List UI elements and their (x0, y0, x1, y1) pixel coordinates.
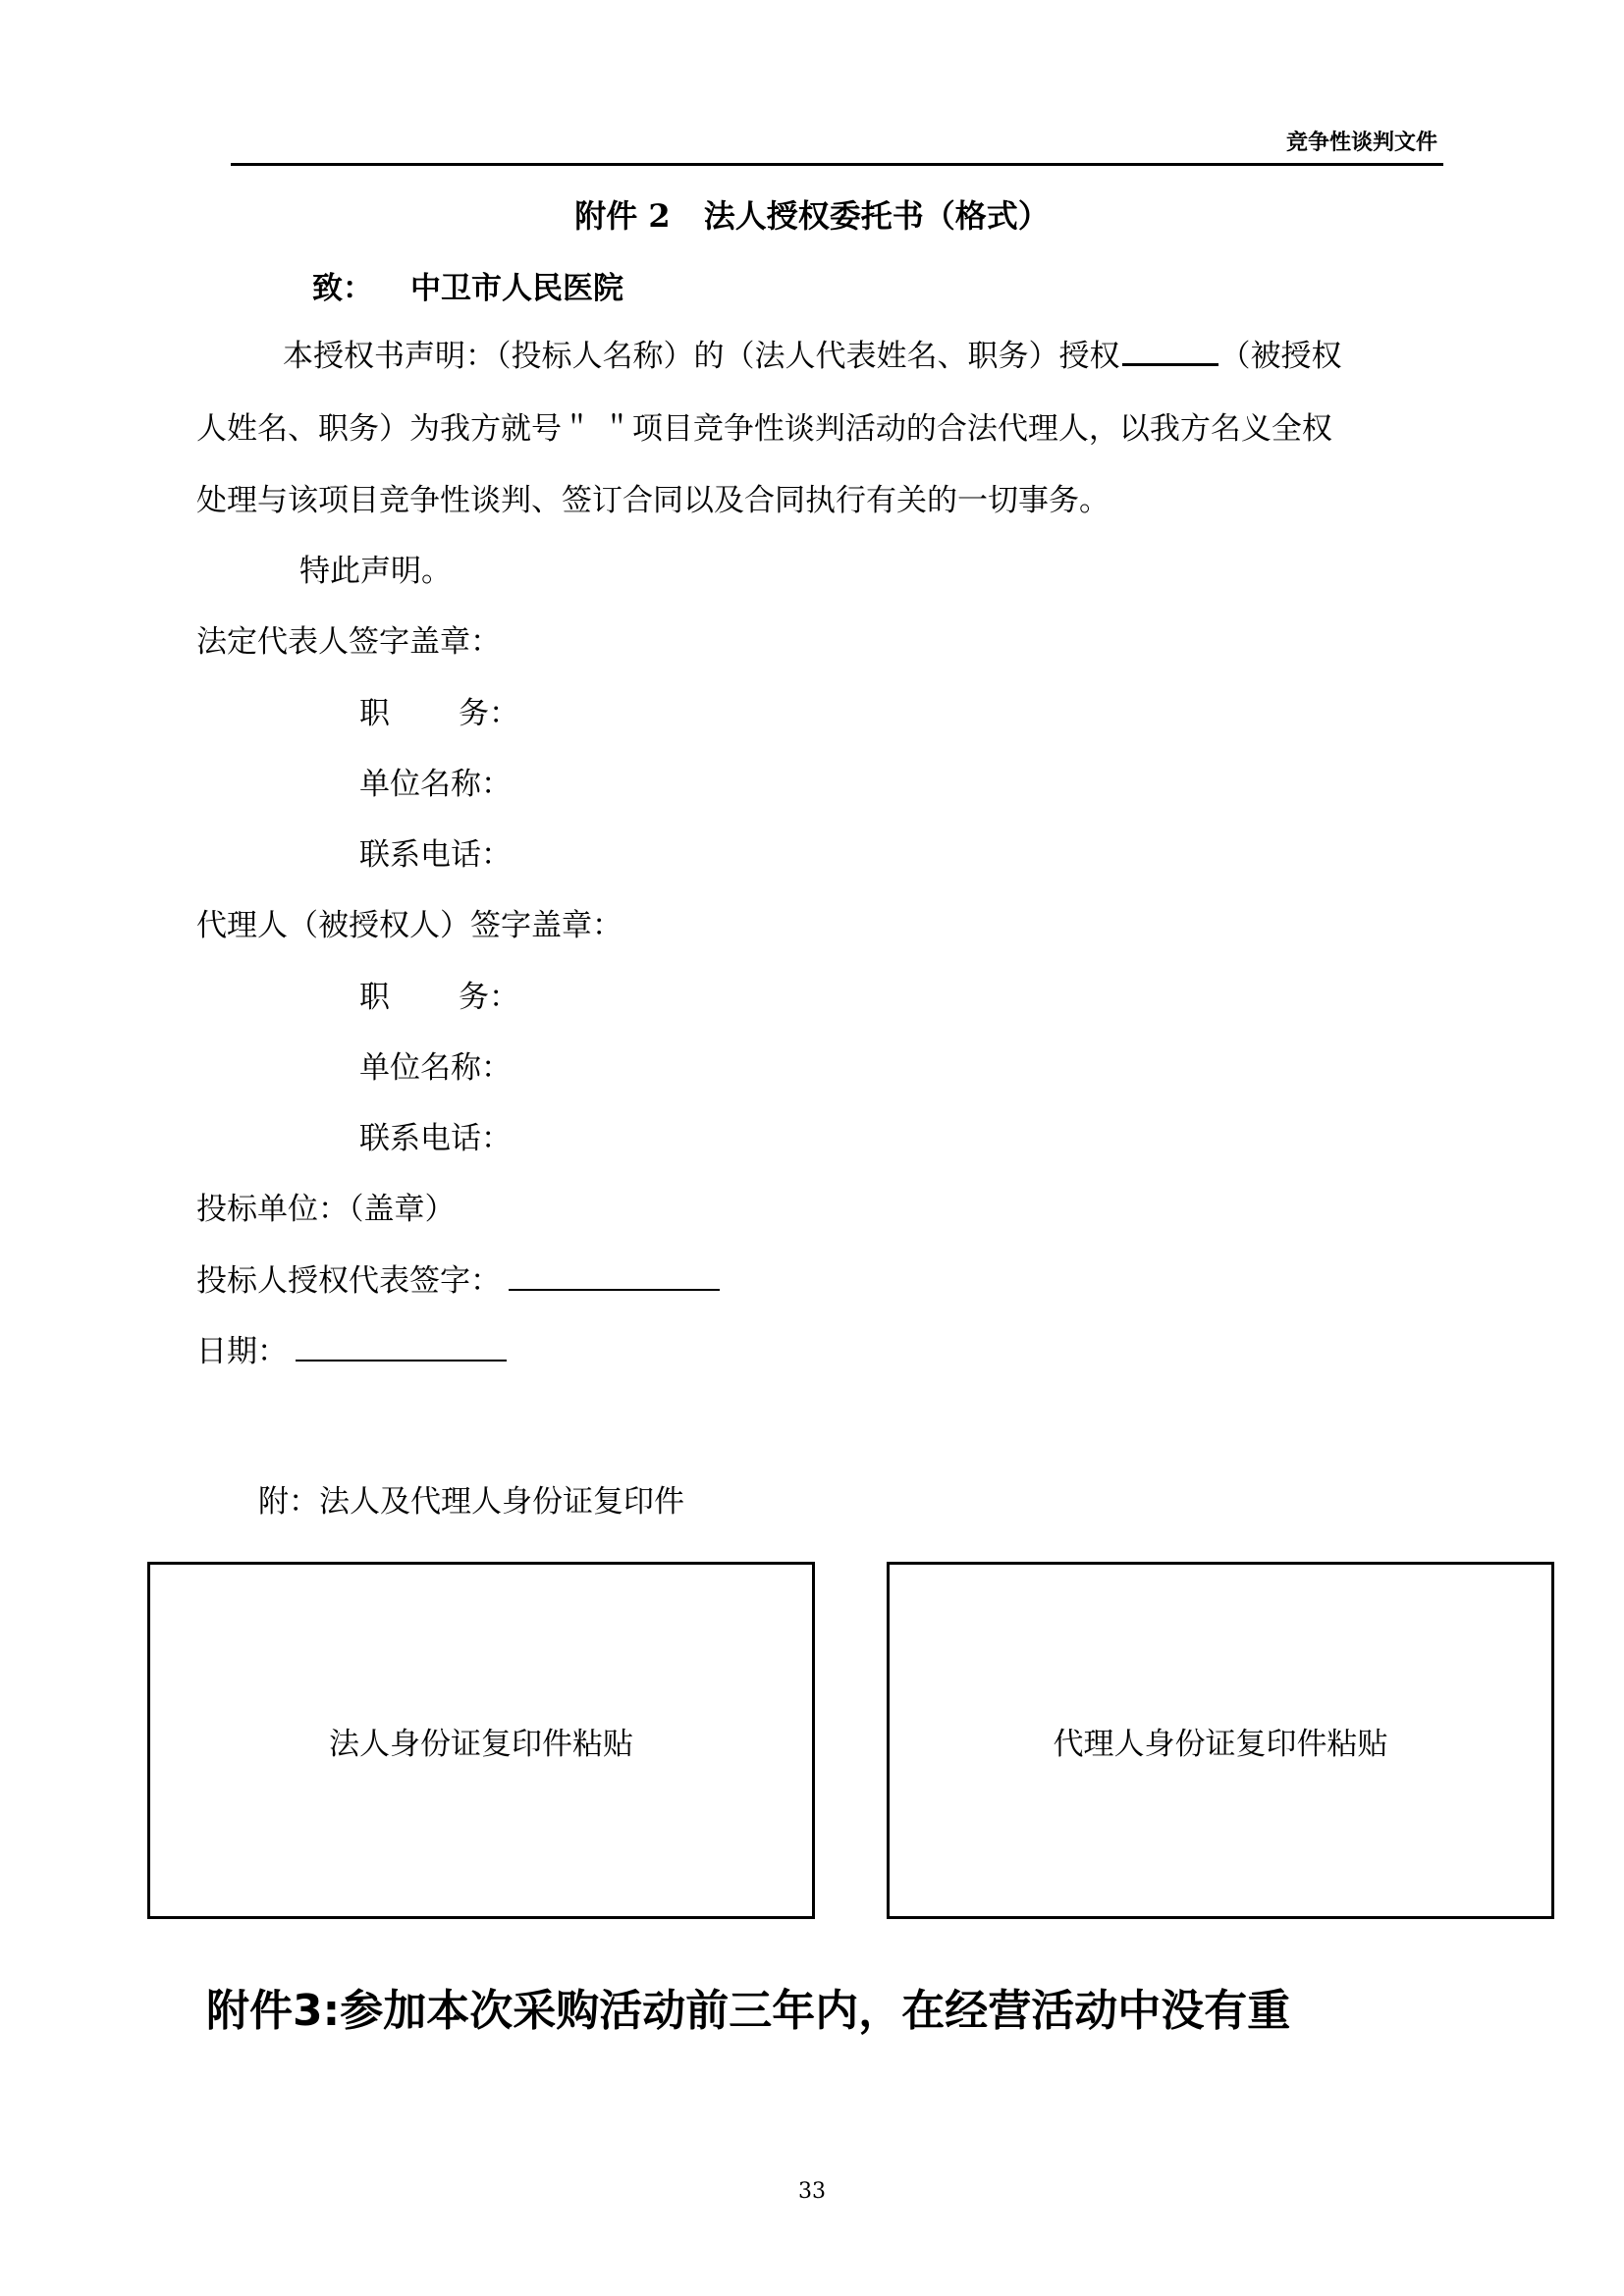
annex3-heading: 附件3:参加本次采购活动前三年内，在经营活动中没有重 (206, 1986, 1291, 2036)
header-title: 竞争性谈判文件 (1285, 131, 1437, 155)
authorized-person-blank (1122, 338, 1218, 366)
agent-unit: 单位名称： (359, 1050, 512, 1086)
legal-rep-signature-label: 法定代表人签字盖章： (196, 624, 501, 660)
date: 日期： (196, 1326, 507, 1370)
addressee (312, 263, 623, 307)
agent-phone: 联系电话： (359, 1121, 512, 1156)
title-text: 法人授权委托书（格式） (703, 197, 1050, 235)
legal-rep-position: 职 务： (359, 696, 519, 731)
legal-rep-phone: 联系电话： (359, 837, 512, 873)
attachment-note: 附：法人及代理人身份证复印件 (258, 1484, 684, 1520)
statement-line-3: 处理与该项目竞争性谈判、签订合同以及合同执行有关的一切事务。 (196, 483, 1110, 518)
statement-line-1: 本授权书声明：（投标人名称）的（法人代表姓名、职务）授权 （被授权 (283, 339, 1342, 374)
agent-position: 职 务： (359, 980, 519, 1015)
addressee-label: 致： (312, 271, 373, 306)
document-title (0, 191, 1624, 237)
agent-signature-label: 代理人（被授权人）签字盖章： (196, 908, 623, 943)
bidder-signature-blank (509, 1267, 720, 1291)
header-rule (231, 163, 1443, 166)
bidder-unit: 投标单位：（盖章） (196, 1192, 456, 1227)
legal-rep-unit: 单位名称： (359, 767, 512, 802)
statement-closing: 特此声明。 (299, 554, 452, 589)
date-blank (296, 1338, 507, 1362)
page-number: 33 (798, 2179, 826, 2204)
addressee-name: 中卫市人民医院 (410, 271, 623, 306)
agent-id-box: 代理人身份证复印件粘贴 (887, 1562, 1554, 1919)
statement-line-2: 人姓名、职务）为我方就号＂ ＂项目竞争性谈判活动的合法代理人，以我方名义全权 (196, 411, 1332, 447)
title-prefix: 附件 2 (574, 197, 671, 235)
legal-rep-id-box: 法人身份证复印件粘贴 (147, 1562, 815, 1919)
bidder-signature: 投标人授权代表签字： (196, 1255, 720, 1300)
